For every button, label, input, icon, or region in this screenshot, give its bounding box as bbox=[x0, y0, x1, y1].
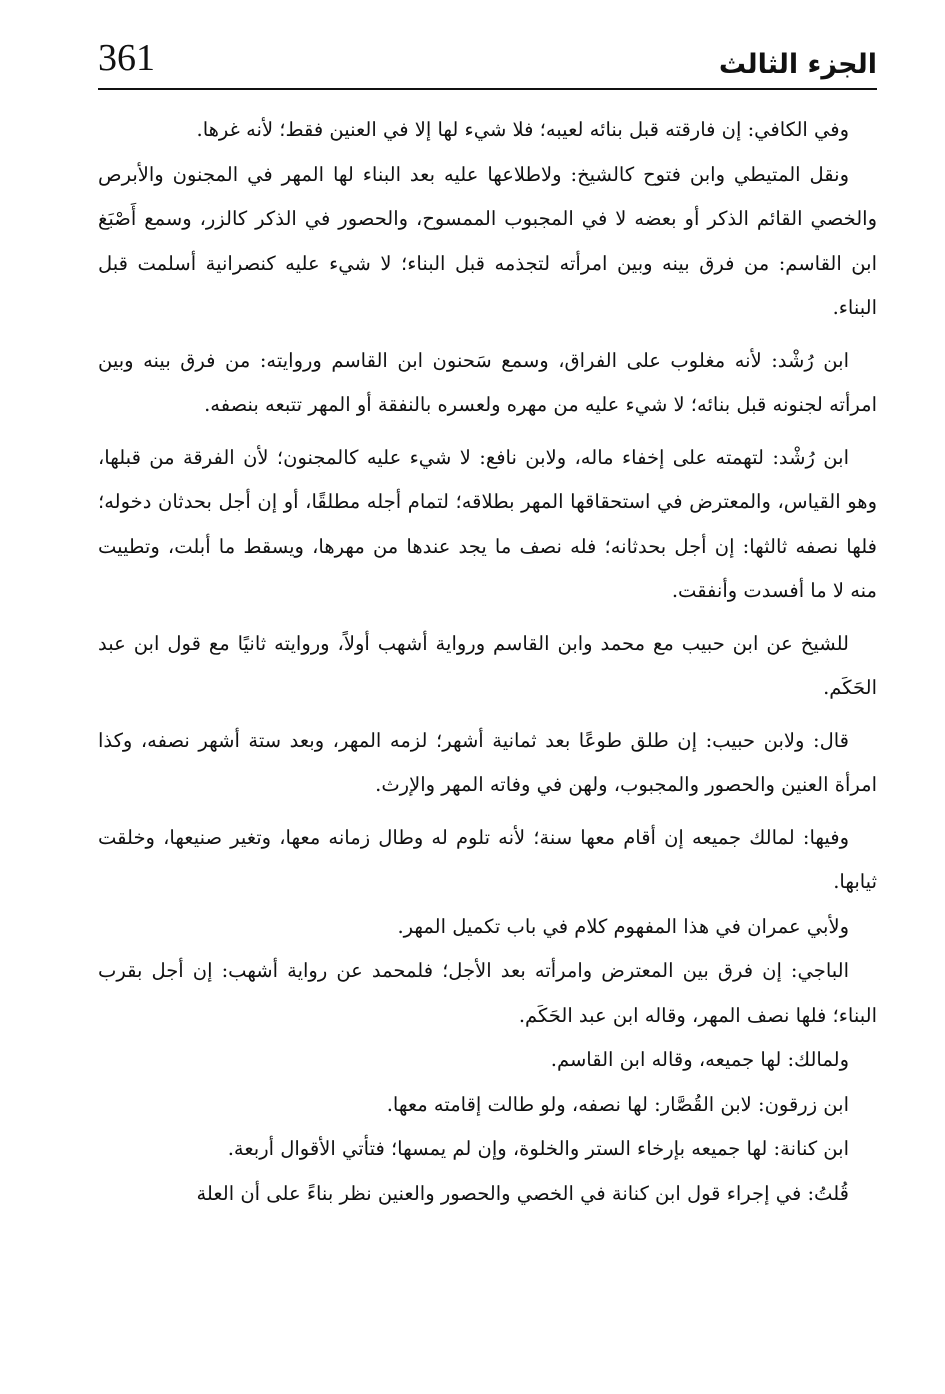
paragraph-8: ولأبي عمران في هذا المفهوم كلام في باب تكميل المهر. bbox=[397, 914, 849, 938]
page-header bbox=[98, 30, 877, 88]
paragraph-12: ابن كنانة: لها جميعه بإرخاء الستر والخلوة، وإن لم يمسها؛ فتأتي الأقوال أربعة. bbox=[227, 1137, 849, 1160]
paragraph-7: وفيها: لمالك جميعه إن أقام معها سنة؛ لأنه تلوم له وطال زمانه معها، وتغير صنيعها، وخلقت ثيابها. bbox=[98, 825, 877, 893]
paragraph-4: ابن رُشْد: لتهمته على إخفاء ماله، ولابن نافع: لا شيء عليه كالمجنون؛ لأن الفرقة من قبلها، وهو القياس، والمعترض في استحقاقها المهر بطلاقه؛ لتمام أجله مطلقًا، أو إن أجل بحدثان دخوله؛ فلها نصفه ثالثها: إن أجل بحدثانه؛ فله نصف ما يجد عندها من مهرها، ويسقط ما أبلت، وتطييت منه لا ما أفسدت وأنفقت. bbox=[98, 445, 877, 602]
paragraph-13: قُلتُ: في إجراء قول ابن كنانة في الخصي والحصور والعنين نظر بناءً على أن العلة bbox=[196, 1181, 849, 1205]
paragraph-1: وفي الكافي: إن فارقته قبل بنائه لعيبه؛ فلا شيء لها إلا في العنين فقط؛ لأنه غرها. bbox=[196, 118, 849, 141]
page-number: 361 bbox=[98, 37, 155, 79]
paragraph-3: ابن رُشْد: لأنه مغلوب على الفراق، وسمع سَحنون ابن القاسم وروايته: من فرق بينه وبين امرأته لجنونه قبل بنائه؛ لا شيء عليه من مهره ولعسره بالنفقة أو المهر تتبعه بنصفه. bbox=[98, 348, 877, 416]
body-text bbox=[98, 108, 877, 1216]
paragraph-6: قال: ولابن حبيب: إن طلق طوعًا بعد ثمانية أشهر؛ لزمه المهر، وبعد ستة أشهر نصفه، وكذا امرأة العنين والحصور والمجبوب، ولهن في وفاته المهر والإرث. bbox=[98, 728, 877, 796]
paragraph-10: ولمالك: لها جميعه، وقاله ابن القاسم. bbox=[550, 1048, 849, 1071]
paragraph-5: للشيخ عن ابن حبيب مع محمد وابن القاسم ورواية أشهب أولاً، وروايته ثانيًا مع قول ابن عبد الحَكَم. bbox=[98, 631, 877, 699]
header-rule bbox=[98, 88, 877, 90]
paragraph-9: الباجي: إن فرق بين المعترض وامرأته بعد الأجل؛ فلمحمد عن رواية أشهب: إن أجل بقرب البناء؛ فلها نصف المهر، وقاله ابن عبد الحَكَم. bbox=[98, 959, 877, 1027]
paragraph-11: ابن زرقون: لابن القُصَّار: لها نصفه، ولو طالت إقامته معها. bbox=[386, 1092, 849, 1116]
paragraph-2: ونقل المتيطي وابن فتوح كالشيخ: ولاطلاعها عليه بعد البناء لها المهر في المجنون والأبرص والخصي القائم الذكر أو بعضه لا في المجبوب الممسوح، والحصور في الذكر كالزر، وسمع أَصْبَغ ابن القاسم: من فرق بينه وبين امرأته لتجذمه قبل البناء؛ لا شيء عليه كنصرانية أسلمت قبل البناء. bbox=[98, 162, 877, 319]
running-title: الجزء الثالث bbox=[718, 49, 877, 80]
